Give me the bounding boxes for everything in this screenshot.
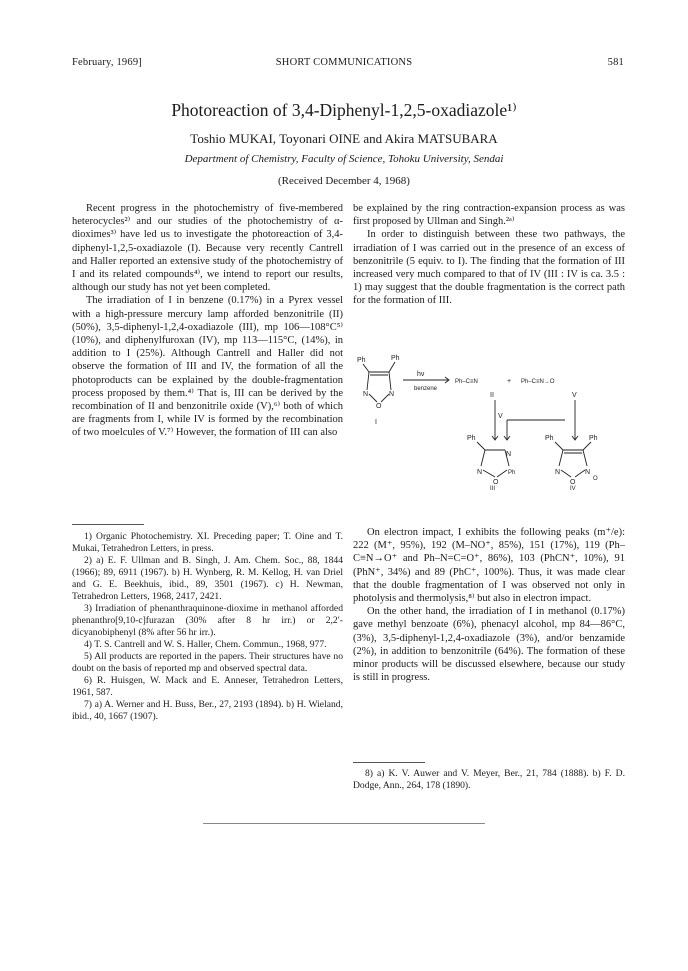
hv-label: hν [417, 371, 425, 378]
plus-sign: + [507, 378, 512, 385]
footnotes-right [353, 768, 625, 792]
paragraph: In order to distinguish between these two pathways, the irradiation of I was carried out in the presence of an excess of benzonitrile (5 equiv. to I). The finding that the formation of III increased very much compared to that of IV (III : IV is ca. 3.5 : 1) may suggest that the double fragmentation is the correct path for the formation of III. [353, 229, 625, 307]
label-o: O [593, 476, 598, 482]
running-header-date: February, 1969] [72, 57, 142, 68]
footnote: 7) a) A. Werner and H. Buss, Ber., 27, 2193 (1894). b) H. Wieland, ibid., 40, 1667 (1907). [72, 699, 343, 722]
affiliation: Department of Chemistry, Faculty of Science, Tohoku University, Sendai [184, 153, 504, 165]
label-o: O [570, 479, 576, 486]
product-nitrile-oxide: Ph–C≡N→O [521, 379, 555, 385]
footnote: 6) R. Huisgen, W. Mack and E. Anneser, Tetrahedron Letters, 1961, 587. [72, 675, 343, 698]
label-o: O [493, 479, 499, 486]
compound-label-iii: III [490, 486, 496, 490]
solvent-label: benzene [414, 386, 438, 392]
compound-label-v: V [572, 392, 577, 399]
product-benzonitrile: Ph–C≡N [455, 379, 478, 385]
compound-label-iv: IV [570, 486, 576, 490]
paragraph: On electron impact, I exhibits the following peaks (m⁺/e): 222 (M⁺, 95%), 192 (M–NO⁺, 85%), 151 (17%), 119 (Ph–C≡N→O⁺ and Ph–N=C=O⁺, 86%), 103 (PhCN⁺, 10%), 91 (PhN⁺, 34%) and 89 (PhC⁺, 100%). Thus, it was made clear that the double fragmentation of I was observed not only in photolysis and thermolysis,⁸⁾ but also in electron impact. [353, 527, 625, 605]
paragraph: be explained by the ring contraction-expansion process as was first proposed by Ullman and Singh.²ᵃ⁾ [353, 203, 625, 228]
label-o: O [376, 403, 382, 410]
label-ph: Ph [357, 357, 366, 364]
paragraph: Recent progress in the photochemistry of five-membered heterocycles²⁾ and our studies of the photochemistry of α-dioximes³⁾ have led us to investigate the photoreaction of 3,4-diphenyl-1,2,5-oxadiazole (I). Because very recently Cantrell and Haller reported an extensive study of the photochemistry of I and its related compounds⁴⁾, we intend to report our results, although our study has not yet been completed. [72, 203, 343, 294]
compound-label-ii: II [490, 392, 494, 399]
label-n: N [506, 451, 512, 458]
arrow-label-v: V [498, 413, 503, 420]
footnote: 8) a) K. V. Auwer and V. Meyer, Ber., 21, 784 (1888). b) F. D. Dodge, Ann., 264, 178 (1890). [353, 768, 625, 791]
label-ph: Ph [391, 355, 400, 362]
compound-label-i: I [375, 419, 377, 426]
running-header-section: SHORT COMMUNICATIONS [275, 57, 413, 68]
footnote: 5) All products are reported in the papers. Their structures have no doubt on the basis of reported mp and observed spectral data. [72, 651, 343, 674]
footnote: 4) T. S. Cantrell and W. S. Haller, Chem. Commun., 1968, 977. [84, 639, 327, 650]
author-list: Toshio MUKAI, Toyonari OINE and Akira MATSUBARA [190, 131, 498, 146]
label-ph: Ph [467, 435, 476, 442]
paragraph: The irradiation of I in benzene (0.17%) in a Pyrex vessel with a high-pressure mercury lamp afforded benzonitrile (II)(50%), 3,5-diphenyl-1,2,4-oxadiazole (III), mp 106—108°C⁵⁾ (10%), and diphenylfuroxan (IV), mp 113—115°C, (14%), in addition to I (25%). Although Cantrell and Haller did not observe the formation of III and IV, the formation of all the photoproducts can be explained by the double-fragmentation process proposed by them.⁴⁾ That is, III can be derived by the recombination of II and benzonitrile oxide (V),⁶⁾ both of which are fragments from I, while IV is formed by the recombination of two moelcules of V.⁷⁾ However, the formation of III can also [72, 295, 343, 439]
label-n: N [389, 391, 395, 398]
label-ph: Ph [545, 435, 554, 442]
left-column-body [72, 202, 343, 440]
label-n: N [585, 469, 591, 476]
reaction-scheme [357, 350, 617, 490]
right-column-body [353, 202, 625, 308]
page-end-rule [203, 823, 485, 824]
label-ph: Ph [589, 435, 598, 442]
label-n: N [363, 391, 369, 398]
article-title: Photoreaction of 3,4-Diphenyl-1,2,5-oxadiazole¹⁾ [171, 100, 517, 120]
right-column-body-lower [353, 526, 625, 684]
label-n: N [555, 469, 561, 476]
page-number: 581 [607, 57, 624, 68]
paragraph: On the other hand, the irradiation of I in methanol (0.17%) gave methyl benzoate (6%), phenacyl alcohol, mp 84—86°C, (3%), 3,5-diphenyl-1,2,4-oxadiazole (3%), and/or benzamide (2%), in addition to benzonitrile (64%). The formation of these minor products will be discussed elsewhere, because our study is still in progress. [353, 606, 625, 684]
footnote: 2) a) E. F. Ullman and B. Singh, J. Am. Chem. Soc., 88, 1844 (1966); 89, 6911 (1967). b) H. Wynberg, R. M. Kellog, H. van Driel and G. E. Beekhuis, ibid., 89, 3501 (1967). c) H. Newman, Tetrahedron Letters, 1968, 2417, 2421. [72, 555, 343, 602]
footnote-rule [72, 524, 144, 525]
label-ph: Ph [508, 470, 516, 476]
footnote-rule [353, 762, 425, 763]
received-date: (Received December 4, 1968) [278, 175, 410, 187]
footnote: 3) Irradiation of phenanthraquinone-dioxime in methanol afforded phenanthro[9,10-c]furazan (30% after 8 hr irr.) or 2,2′-dicyanobiphenyl (8% after 56 hr irr.). [72, 603, 343, 638]
footnotes-left [72, 531, 343, 723]
footnote: 1) Organic Photochemistry. XI. Preceding paper; T. Oine and T. Mukai, Tetrahedron Letters, in press. [72, 531, 343, 554]
label-n: N [477, 469, 483, 476]
